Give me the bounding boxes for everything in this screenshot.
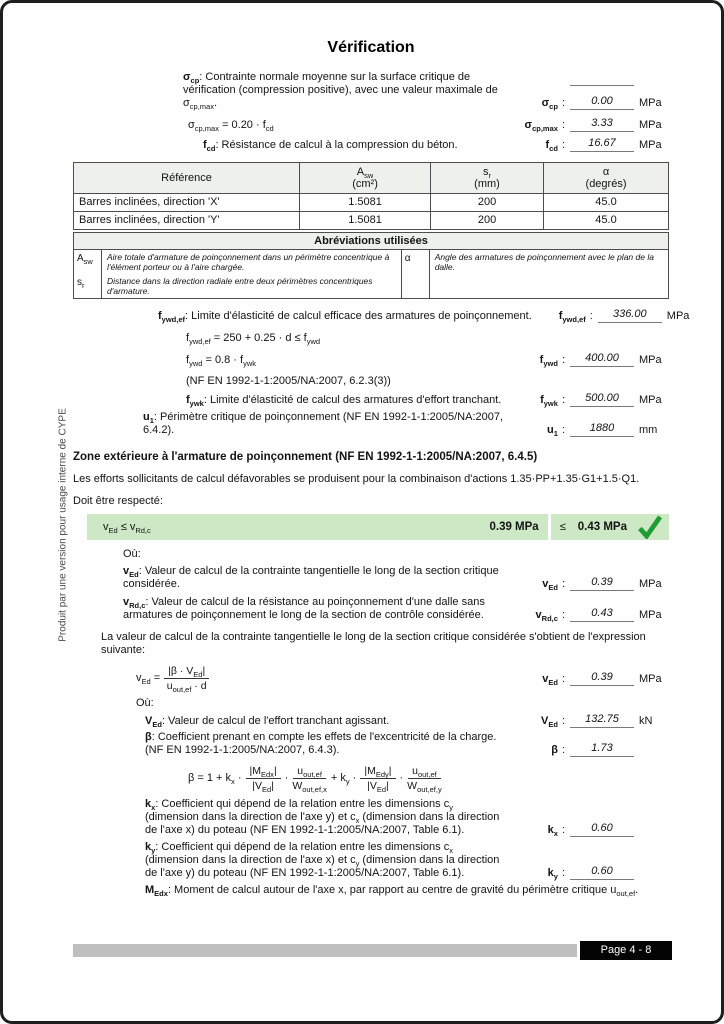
sigma-cp-max-unit: MPa xyxy=(639,119,662,131)
kx-value: 0.60 xyxy=(570,822,634,837)
abbr-text-sr: Distance dans la direction radiale entre deux périmètres concentriques d'armature. xyxy=(107,276,373,296)
ved-fraction: $\frac{|\beta \cdot V_{Ed}|}{u_{out,ef} \cdot d}$ xyxy=(164,665,209,692)
VEd-value-line: $V_{Ed}$ : 132.75 kN xyxy=(504,713,669,728)
fcd-value-line: $f_{cd}$ : 16.67 MPa xyxy=(504,137,669,152)
param-VEd-force: $V_{Ed}$: Valeur de calcul de l'effort tranchant agissant. $V_{Ed}$ : 132.75 kN xyxy=(73,713,669,728)
sigma-cp-text: : Contrainte normale moyenne sur la surface critique de vérification (compression positive), avec une valeur maximale de $\sigma_{cp,max}$. xyxy=(183,71,498,112)
ved-formula-value-line: $v_{Ed}$ : 0.39 MPa xyxy=(504,671,669,686)
check-icon xyxy=(637,515,663,539)
expression-intro: La valeur de calcul de la contrainte tangentielle le long de la section critique considérée s'obtient de l'expression suivante: xyxy=(101,631,646,656)
fywd-value-line: $f_{ywd}$ : 400.00 MPa xyxy=(504,352,669,367)
u1-value-line: $u_1$ : 1880 mm xyxy=(504,422,669,437)
abbr-symbol-asw: $A_{sw}$ xyxy=(74,250,102,274)
param-beta: β: Coefficient prenant en compte les effets de l'excentricité de la charge. (NF EN 1992-1-1:2005/NA:2007, 6.4.3). β : 1.73 xyxy=(73,731,669,757)
formula-fywdef: $f_{ywd,ef} = 250 + 0.25 \cdot d \le f_{ywd}$ xyxy=(186,332,321,347)
where-label-1: Où: xyxy=(123,548,141,560)
fywd-value: 400.00 xyxy=(570,352,634,367)
abbreviations-title: Abréviations utilisées xyxy=(74,233,668,250)
page-footer xyxy=(73,941,672,960)
VEd-value: 132.75 xyxy=(570,713,634,728)
table-header-row xyxy=(74,163,669,194)
verification-check-bar xyxy=(87,514,669,540)
param-u1: $u_1$: Périmètre critique de poinçonnement (NF EN 1992-1-1:2005/NA:2007, 6.4.2). $u_1$ : 1880 mm xyxy=(73,411,669,437)
beta-value-line: β : 1.73 xyxy=(504,742,669,757)
check-operator: ≤ xyxy=(559,520,566,533)
abbr-text-asw: Aire totale d'armature de poinçonnement dans un périmètre concentrique à l'élément porteur ou à l'aire chargée. xyxy=(107,252,390,272)
ky-value-line: $k_y$ : 0.60 xyxy=(504,865,669,880)
ved-value-line: $v_{Ed}$ : 0.39 MPa xyxy=(504,576,669,591)
ved-formula: $v_{Ed}$ = $\frac{|\beta \cdot V_{Ed}|}{u_{out,ef} \cdot d}$ xyxy=(73,665,504,692)
kx-value-line: $k_x$ : 0.60 xyxy=(504,822,669,837)
reinforcement-table xyxy=(73,162,669,230)
sigma-cp-symbol: $\sigma_{cp}$ xyxy=(183,71,200,86)
vrdc-value-line: $v_{Rd,c}$ : 0.43 MPa xyxy=(504,607,669,622)
param-kx: $k_x$: Coefficient qui dépend de la relation entre les dimensions $c_y$ (dimension dans la direction de l'axe y) et $c_x$ (dimension dans la direction de l'axe x) du poteau (NF EN 1992-1-1:2005/NA:2007, Table 6.1). $k_x$ : 0.60 xyxy=(73,798,669,837)
param-fcd xyxy=(73,137,669,152)
fywdef-value-line: $f_{ywd,ef}$ : 336.00 MPa xyxy=(532,308,697,323)
param-sigma-cp-max xyxy=(73,117,669,132)
param-fywk: $f_{ywk}$: Limite d'élasticité de calcul des armatures d'effort tranchant. $f_{ywk}$ : 500.00 MPa xyxy=(73,392,669,407)
beta-value: 1.73 xyxy=(570,742,634,757)
sigma-cp-max-value: 3.33 xyxy=(570,117,634,132)
ved-formula-row xyxy=(73,665,669,695)
param-medx: $M_{Edx}$: Moment de calcul autour de l'axe x, par rapport au centre de gravité du périmètre critique $u_{out,ef}$. xyxy=(145,884,639,899)
col-header-alpha: α (degrés) xyxy=(544,163,669,194)
table-row: Barres inclinées, direction 'X' 1.5081 200 45.0 xyxy=(74,194,669,212)
param-ky: $k_y$: Coefficient qui dépend de la relation entre les dimensions $c_x$ (dimension dans la direction de l'axe x) et $c_y$ (dimension dans la direction de l'axe y) du poteau (NF EN 1992-1-1:2005/NA:2007, Table 6.1). $k_y$ : 0.60 xyxy=(73,841,669,880)
abbr-symbol-sr: $s_r$ xyxy=(74,274,102,298)
section-heading-zone: Zone extérieure à l'armature de poinçonnement (NF EN 1992-1-1:2005/NA:2007, 6.4.5) xyxy=(73,451,538,463)
zone-intro: Les efforts sollicitants de calcul défavorables se produisent pour la combinaison d'actions 1.35·PP+1.35·G1+1.5·Q1. xyxy=(73,473,640,485)
page-number-badge: Page 4 - 8 xyxy=(580,941,672,960)
u1-value: 1880 xyxy=(570,422,634,437)
fywdef-value: 336.00 xyxy=(598,308,662,323)
sigma-cp-unit: MPa xyxy=(639,97,662,109)
footer-bar xyxy=(73,944,577,957)
sigma-cp-value: 0.00 xyxy=(570,95,634,110)
empty-value-line xyxy=(570,71,669,86)
ky-value: 0.60 xyxy=(570,865,634,880)
sigma-cp-max-value-line: $\sigma_{cp,max}$ : 3.33 MPa xyxy=(504,117,669,132)
fcd-value: 16.67 xyxy=(570,137,634,152)
param-fywdef: $f_{ywd,ef}$: Limite d'élasticité de calcul efficace des armatures de poinçonnement. $f_{ywd,ef}$ : 336.00 MPa xyxy=(73,308,669,323)
check-right-value: 0.43 MPa xyxy=(577,520,627,533)
abbreviations-box xyxy=(73,232,669,299)
abbr-symbol-alpha: α xyxy=(402,250,430,298)
fcd-unit: MPa xyxy=(639,139,662,151)
fywk-value-line: $f_{ywk}$ : 500.00 MPa xyxy=(504,392,669,407)
ved-formula-value: 0.39 xyxy=(570,671,634,686)
fywk-value: 500.00 xyxy=(570,392,634,407)
sigma-cp-description xyxy=(73,71,504,110)
col-header-asw: $A_{sw}$ (cm²) xyxy=(300,163,431,194)
check-bar-separator xyxy=(548,514,551,540)
param-sigma-cp xyxy=(73,71,669,110)
check-left-value: 0.39 MPa xyxy=(489,520,539,533)
param-vrdc: $v_{Rd,c}$: Valeur de calcul de la résistance au poinçonnement d'une dalle sans armatures de poinçonnement le long de la section de contrôle considérée. $v_{Rd,c}$ : 0.43 MPa xyxy=(73,596,669,622)
cype-watermark: Produit par une version pour usage interne de CYPE xyxy=(57,408,69,642)
sigma-cp-max-formula: $\sigma_{cp,max} = 0.20 \cdot f_{cd}$ xyxy=(188,119,274,134)
page-title: Vérification xyxy=(327,39,415,56)
ved-value: 0.39 xyxy=(570,576,634,591)
sigma-cp-value-line: $\sigma_{cp}$ : 0.00 MPa xyxy=(542,95,669,110)
code-reference-note: (NF EN 1992-1-1:2005/NA:2007, 6.2.3(3)) xyxy=(186,375,391,387)
report-content xyxy=(73,39,690,899)
col-header-sr: $s_r$ (mm) xyxy=(430,163,543,194)
where-label-2: Où: xyxy=(136,697,154,709)
param-ved-stress: $v_{Ed}$: Valeur de calcul de la contrainte tangentielle le long de la section critique considérée. $v_{Ed}$ : 0.39 MPa xyxy=(73,565,669,591)
sigma-cp-value-group xyxy=(504,71,669,110)
abbr-text-alpha: Angle des armatures de poinçonnement avec le plan de la dalle. xyxy=(434,252,654,272)
fcd-description: $f_{cd}$: Résistance de calcul à la compression du béton. xyxy=(203,139,458,154)
param-fywd xyxy=(73,352,669,367)
check-condition: $v_{Ed} \le v_{Rd,c}$ xyxy=(103,520,151,535)
vrdc-value: 0.43 xyxy=(570,607,634,622)
table-row: Barres inclinées, direction 'Y' 1.5081 200 45.0 xyxy=(74,212,669,230)
must-be-respected-label: Doit être respecté: xyxy=(73,495,163,507)
formula-fywd: $f_{ywd} = 0.8 \cdot f_{ywk}$ xyxy=(186,354,256,369)
beta-formula: $\beta = 1 + k_x$ · $\frac{|M_{Edx}|}{|V_{Ed}|}$ · $\frac{u_{out,ef}}{W_{out,ef,x}}$ + $k_y$ · $\frac{|M_{Edy}|}{|V_{Ed}|}$ · $\frac{u_{out,ef}}{W_{out,ef,y}}$ xyxy=(188,765,442,795)
col-header-reference: Référence xyxy=(74,163,300,194)
